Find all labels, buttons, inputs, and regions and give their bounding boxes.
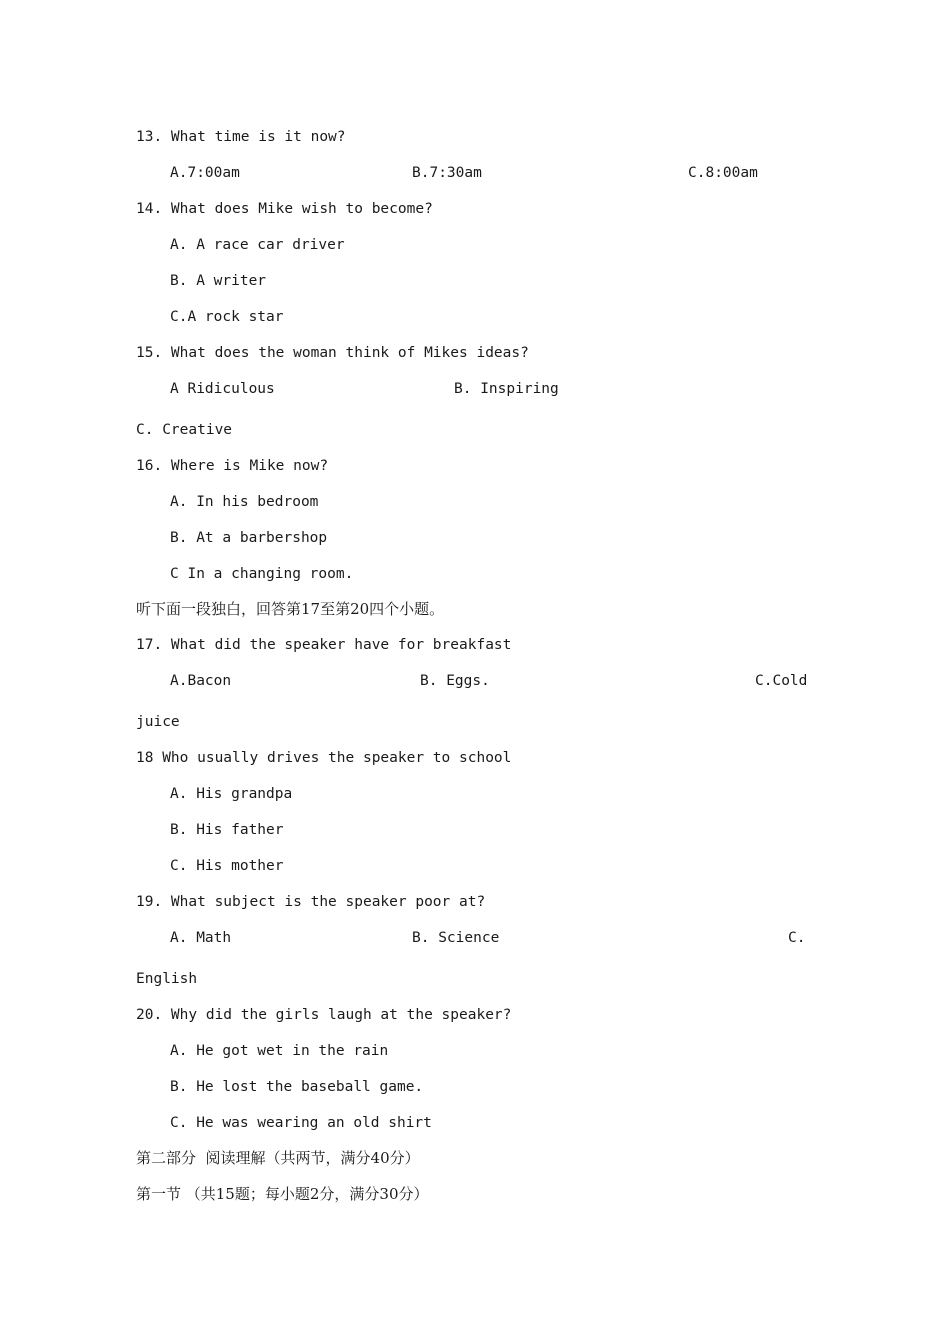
q16-option-b: B. At a barbershop (170, 530, 328, 546)
listening-instruction: 听下面一段独白，回答第17至第20四个小题。 (136, 600, 445, 618)
q20-stem: 20. Why did the girls laugh at the speaker? (136, 1007, 512, 1023)
q20-option-b: B. He lost the baseball game. (170, 1079, 424, 1095)
section-one-heading: 第一节 （共15题；每小题2分，满分30分） (136, 1185, 429, 1203)
q16-option-c: C In a changing room. (170, 566, 354, 582)
q13-option-c: C.8:00am (688, 165, 758, 181)
q18-option-c: C. His mother (170, 858, 284, 874)
q15-option-c: C. Creative (136, 422, 233, 438)
q18-option-b: B. His father (170, 822, 284, 838)
part-two-heading: 第二部分 阅读理解（共两节，满分40分） (136, 1149, 420, 1167)
q19-option-c-wrap: English (136, 971, 198, 987)
q18-option-a: A. His grandpa (170, 786, 293, 802)
q14-option-c: C.A rock star (170, 309, 284, 325)
q13-stem: 13. What time is it now? (136, 129, 346, 145)
q15-option-a: A Ridiculous (170, 381, 275, 397)
q17-option-a: A.Bacon (170, 673, 232, 689)
q14-option-a: A. A race car driver (170, 237, 345, 253)
q20-option-a: A. He got wet in the rain (170, 1043, 389, 1059)
q17-option-c-wrap: juice (136, 714, 180, 730)
q15-option-b: B. Inspiring (454, 381, 559, 397)
q14-stem: 14. What does Mike wish to become? (136, 201, 433, 217)
q13-option-a: A.7:00am (170, 165, 240, 181)
q19-stem: 19. What subject is the speaker poor at? (136, 894, 486, 910)
q17-stem: 17. What did the speaker have for breakfast (136, 637, 512, 653)
q19-option-a: A. Math (170, 930, 232, 946)
q14-option-b: B. A writer (170, 273, 267, 289)
q19-option-c: C. (788, 930, 806, 946)
q18-stem: 18 Who usually drives the speaker to school (136, 750, 512, 766)
q20-option-c: C. He was wearing an old shirt (170, 1115, 432, 1131)
q13-option-b: B.7:30am (412, 165, 482, 181)
q15-stem: 15. What does the woman think of Mikes ideas? (136, 345, 529, 361)
q17-option-c: C.Cold (755, 673, 808, 689)
q16-stem: 16. Where is Mike now? (136, 458, 329, 474)
q16-option-a: A. In his bedroom (170, 494, 319, 510)
q17-option-b: B. Eggs. (420, 673, 490, 689)
q19-option-b: B. Science (412, 930, 500, 946)
